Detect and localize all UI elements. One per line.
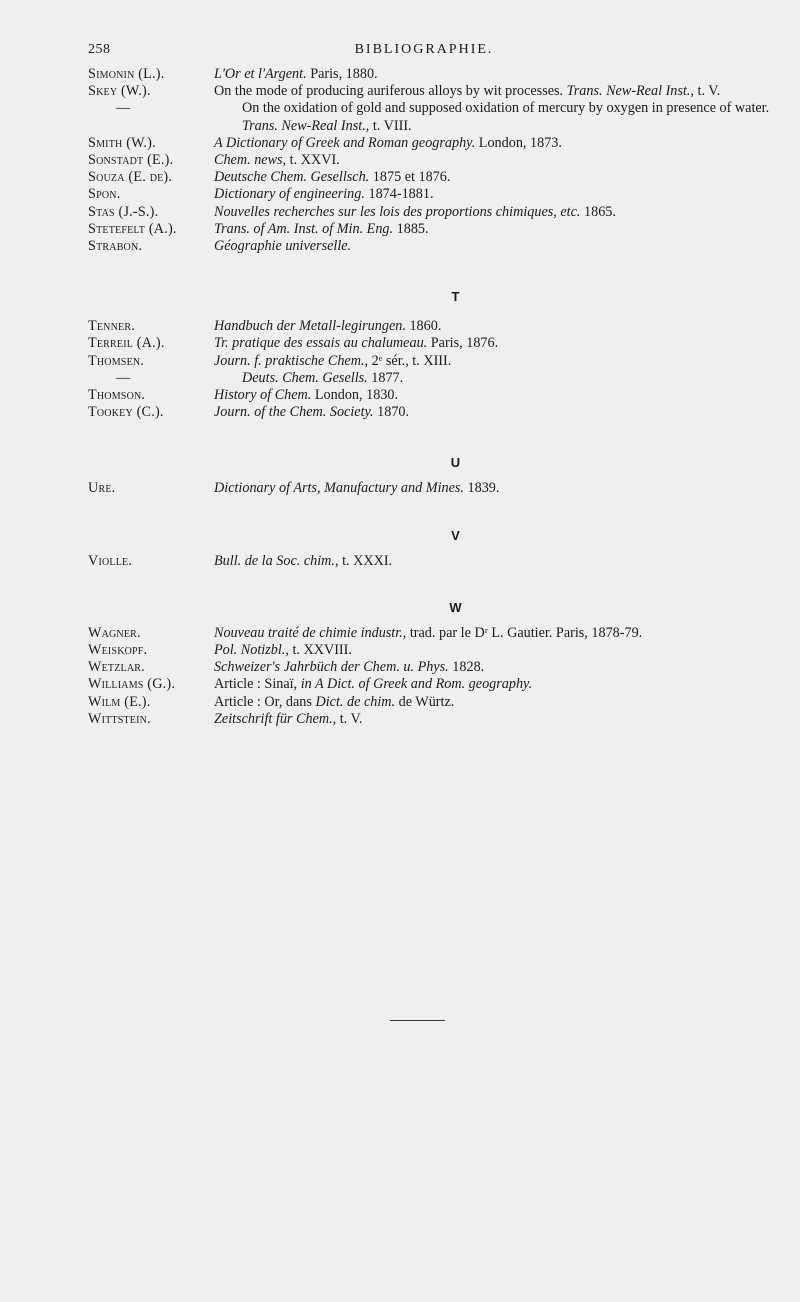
entry-reference [214, 169, 783, 186]
entry-reference [214, 204, 783, 221]
reference-title: Trans. New-Real Inst. [242, 117, 366, 134]
bib-entry [88, 404, 783, 421]
entry-author: Terreil (A.). [88, 335, 165, 352]
bib-entry [88, 169, 783, 186]
bib-entry [88, 100, 783, 134]
reference-text: , t. XXXI. [334, 552, 393, 569]
bib-entry [88, 659, 783, 676]
page-header [88, 42, 760, 62]
bib-entry [88, 135, 783, 152]
reference-text: On the oxidation of gold and supposed oxidation of mercury by oxygen in presence of water. [242, 100, 770, 117]
entry-author: Smith (W.). [88, 134, 156, 151]
entry-reference [214, 642, 783, 659]
entry-author: Weiskopf. [88, 642, 148, 659]
reference-title: Trans. of Am. Inst. of Min. Eng. [214, 220, 394, 237]
bib-entry [88, 66, 783, 83]
entry-reference [214, 186, 783, 203]
reference-text: 1865. [580, 203, 616, 220]
bib-entry [88, 221, 783, 238]
entry-author: Simonin (L.). [88, 66, 165, 82]
bibliography-list [88, 66, 783, 728]
reference-text: London, 1830. [311, 387, 399, 404]
entry-reference [214, 676, 783, 693]
entry-author: Violle. [88, 552, 133, 569]
entry-reference [214, 135, 783, 152]
bib-entry [88, 152, 783, 169]
entry-reference [214, 335, 783, 352]
reference-text: de Würtz. [395, 693, 455, 710]
bib-entry [88, 676, 783, 693]
entry-author: Ure. [88, 480, 116, 497]
entry-author: Souza (E. de). [88, 169, 173, 186]
reference-text: Article : Sinaï, [214, 676, 301, 693]
page-number: 258 [88, 42, 111, 57]
entry-author: Strabon. [88, 238, 143, 255]
reference-text: 1877. [367, 369, 404, 386]
end-rule [390, 1020, 445, 1021]
entry-author: Thomsen. [88, 352, 145, 369]
reference-text: 1875 et 1876. [369, 169, 451, 186]
entry-reference [242, 370, 783, 387]
reference-text: Article : Or, dans [214, 693, 316, 710]
reference-text: Paris, 1880. [306, 66, 378, 82]
reference-title: Journ. f. praktische Chem. [214, 352, 365, 369]
bib-entry [88, 83, 783, 100]
reference-text: , t. VIII. [365, 117, 412, 134]
reference-title: Zeitschrift für Chem. [214, 710, 333, 727]
entry-author: Wetzlar. [88, 659, 145, 676]
reference-title: Bull. de la Soc. chim. [214, 552, 335, 569]
reference-text: 1828. [448, 659, 485, 676]
reference-title: L'Or et l'Argent. [214, 66, 307, 82]
reference-title: Journ. of the Chem. Society. [214, 404, 374, 421]
reference-title: Géographie universelle. [214, 238, 352, 255]
bib-entry [88, 370, 783, 387]
entry-author: Sonstadt (E.). [88, 152, 174, 169]
bib-entry [88, 480, 783, 497]
bib-entry [88, 318, 783, 335]
section-letter: T [451, 289, 460, 305]
section-letter: W [449, 599, 462, 615]
bib-entry [88, 553, 783, 570]
entry-author: — [116, 100, 131, 117]
reference-title: Deutsche Chem. Gesellsch. [214, 169, 370, 186]
entry-author: Stetefelt (A.). [88, 220, 177, 237]
bib-entry [88, 642, 783, 659]
reference-title: Dictionary of Arts, Manufactury and Mines. [214, 480, 464, 497]
bib-entry [88, 387, 783, 404]
bib-entry [88, 353, 783, 370]
bib-entry [88, 238, 783, 255]
reference-title: History of Chem. [214, 387, 312, 404]
reference-title: Tr. pratique des essais au chalumeau. [214, 335, 428, 352]
reference-text: Paris, 1876. [427, 335, 499, 352]
entry-author: — [116, 369, 131, 386]
entry-reference [214, 238, 783, 255]
entry-reference [214, 625, 783, 642]
reference-title: A Dictionary of Greek and Roman geography. [214, 134, 476, 151]
entry-reference [214, 353, 783, 370]
reference-title: Pol. Notizbl. [214, 642, 286, 659]
reference-title: Nouvelles recherches sur les lois des proportions chimiques, etc. [214, 203, 581, 220]
section-letter: V [451, 527, 460, 543]
bib-entry [88, 335, 783, 352]
bib-entry [88, 186, 783, 203]
section-letter: U [450, 455, 461, 471]
entry-author: Thomson. [88, 387, 146, 404]
reference-text: On the mode of producing auriferous alloys by wit processes. [214, 83, 567, 100]
entry-reference [214, 83, 783, 100]
entry-author: Stas (J.-S.). [88, 203, 159, 220]
reference-text: London, 1873. [475, 134, 562, 151]
reference-title: Nouveau traité de chimie industr. [214, 624, 403, 641]
entry-author: Spon. [88, 186, 121, 203]
entry-author: Wagner. [88, 624, 141, 641]
entry-reference [214, 318, 783, 335]
reference-title: Handbuch der Metall-legirungen. [214, 318, 406, 335]
entry-author: Wittstein. [88, 710, 151, 727]
reference-text: , t. V. [690, 83, 721, 100]
reference-text: 1839. [463, 480, 500, 497]
entry-author: Wilm (E.). [88, 693, 151, 710]
reference-text: , t. XXVI. [282, 152, 340, 169]
reference-text: , t. V. [332, 710, 363, 727]
reference-text: 1860. [405, 318, 442, 335]
entry-reference [214, 387, 783, 404]
reference-title: in A Dict. of Greek and Rom. geography. [300, 676, 533, 693]
reference-text: 1874-1881. [364, 186, 434, 203]
reference-text: 1885. [393, 220, 429, 237]
reference-title: Schweizer's Jahrbüch der Chem. u. Phys. [214, 659, 449, 676]
running-title: BIBLIOGRAPHIE. [354, 42, 494, 57]
reference-text: 1870. [373, 404, 410, 421]
entry-reference [214, 480, 783, 497]
entry-reference [214, 553, 783, 570]
reference-text: , trad. par le Dʳ L. Gautier. Paris, 1878-79. [402, 624, 643, 641]
entry-reference [214, 221, 783, 238]
entry-reference [214, 404, 783, 421]
reference-title: Trans. New-Real Inst. [566, 83, 691, 100]
reference-title: Dict. de chim. [315, 693, 396, 710]
reference-title: Dictionary of engineering. [214, 186, 365, 203]
entry-reference [214, 711, 783, 728]
bib-entry [88, 694, 783, 711]
entry-author: Skey (W.). [88, 83, 151, 100]
bib-entry [88, 625, 783, 642]
entry-reference [214, 659, 783, 676]
bib-entry [88, 711, 783, 728]
entry-author: Tenner. [88, 318, 135, 335]
reference-title: Deuts. Chem. Gesells. [242, 369, 368, 386]
entry-author: Williams (G.). [88, 676, 176, 693]
reference-title: Chem. news [214, 152, 283, 169]
entry-reference [214, 694, 783, 711]
entry-reference [214, 66, 783, 83]
reference-text: , t. XXVIII. [285, 642, 352, 659]
entry-reference [214, 152, 783, 169]
reference-text: , 2ᵉ sér., t. XIII. [364, 352, 452, 369]
bib-entry [88, 204, 783, 221]
entry-author: Tookey (C.). [88, 404, 164, 421]
entry-reference [242, 100, 783, 134]
